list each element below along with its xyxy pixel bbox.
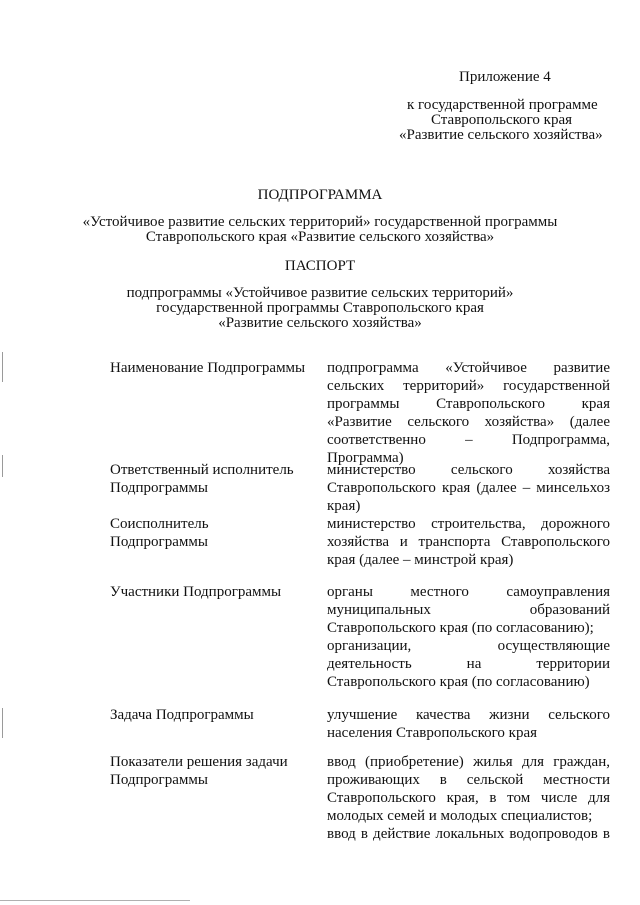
row-label-responsible: Ответственный исполнитель Подпрограммы [110,462,294,496]
passport-heading: ПАСПОРТ [284,258,356,274]
passport-subtitle-line-1: подпрограммы «Устойчивое развитие сельских территорий» [126,285,514,301]
row-value-name [327,359,610,467]
subprogram-heading: ПОДПРОГРАММА [257,187,383,203]
row-value-coexecutor [327,515,610,569]
row-value-task-text: улучшение качества жизни сельского населения Ставропольского края [327,707,610,741]
scan-edge-mark [2,708,3,738]
row-label-coexecutor: Соисполнитель Подпрограммы [110,516,209,550]
row-label-name: Наименование Подпрограммы [110,360,306,376]
row-value-indicators-part-2: ввод в действие локальных водопроводов в [327,826,610,842]
appendix-line-2: Ставропольского края [431,112,572,128]
row-value-responsible [327,461,610,515]
row-label-task: Задача Подпрограммы [110,707,254,723]
row-value-participants-part-1: органы местного самоуправления муниципальных образований Ставропольского края (по согласованию); [327,584,610,636]
row-value-name-text: подпрограмма «Устойчивое развитие сельских территорий» государственной программы Ставропольского края «Развитие сельского хозяйства» (далее соответственно – Подпрограмма, Программа) [327,360,610,466]
scan-bottom-rule [0,900,190,901]
row-label-participants: Участники Подпрограммы [110,584,282,600]
row-value-indicators [327,753,610,843]
passport-subtitle-line-3: «Развитие сельского хозяйства» [218,315,422,331]
row-label-indicators: Показатели решения задачи Подпрограммы [110,754,288,788]
appendix-number: Приложение 4 [459,69,551,85]
passport-subtitle-line-2: государственной программы Ставропольского края [156,300,484,316]
row-value-responsible-text: министерство сельского хозяйства Ставропольского края (далее – минсельхоз края) [327,462,610,514]
scan-edge-mark [2,352,3,382]
row-value-participants [327,583,610,691]
row-value-task [327,706,610,742]
subprogram-name-line-2: Ставропольского края «Развитие сельского хозяйства» [145,229,495,245]
subprogram-name-line-1: «Устойчивое развитие сельских территорий» государственной программы [82,214,558,230]
scan-edge-mark [2,455,3,477]
row-value-coexecutor-text: министерство строительства, дорожного хозяйства и транспорта Ставропольского края (далее – минстрой края) [327,516,610,568]
appendix-line-3: «Развитие сельского хозяйства» [399,127,603,143]
appendix-line-1: к государственной программе [407,97,598,113]
row-value-indicators-part-1: ввод (приобретение) жилья для граждан, проживающих в сельской местности Ставропольского края, в том числе для молодых семей и молодых специалистов; [327,754,610,824]
row-value-participants-part-2: организации, осуществляющие деятельность на территории Ставропольского края (по согласованию) [327,638,610,690]
